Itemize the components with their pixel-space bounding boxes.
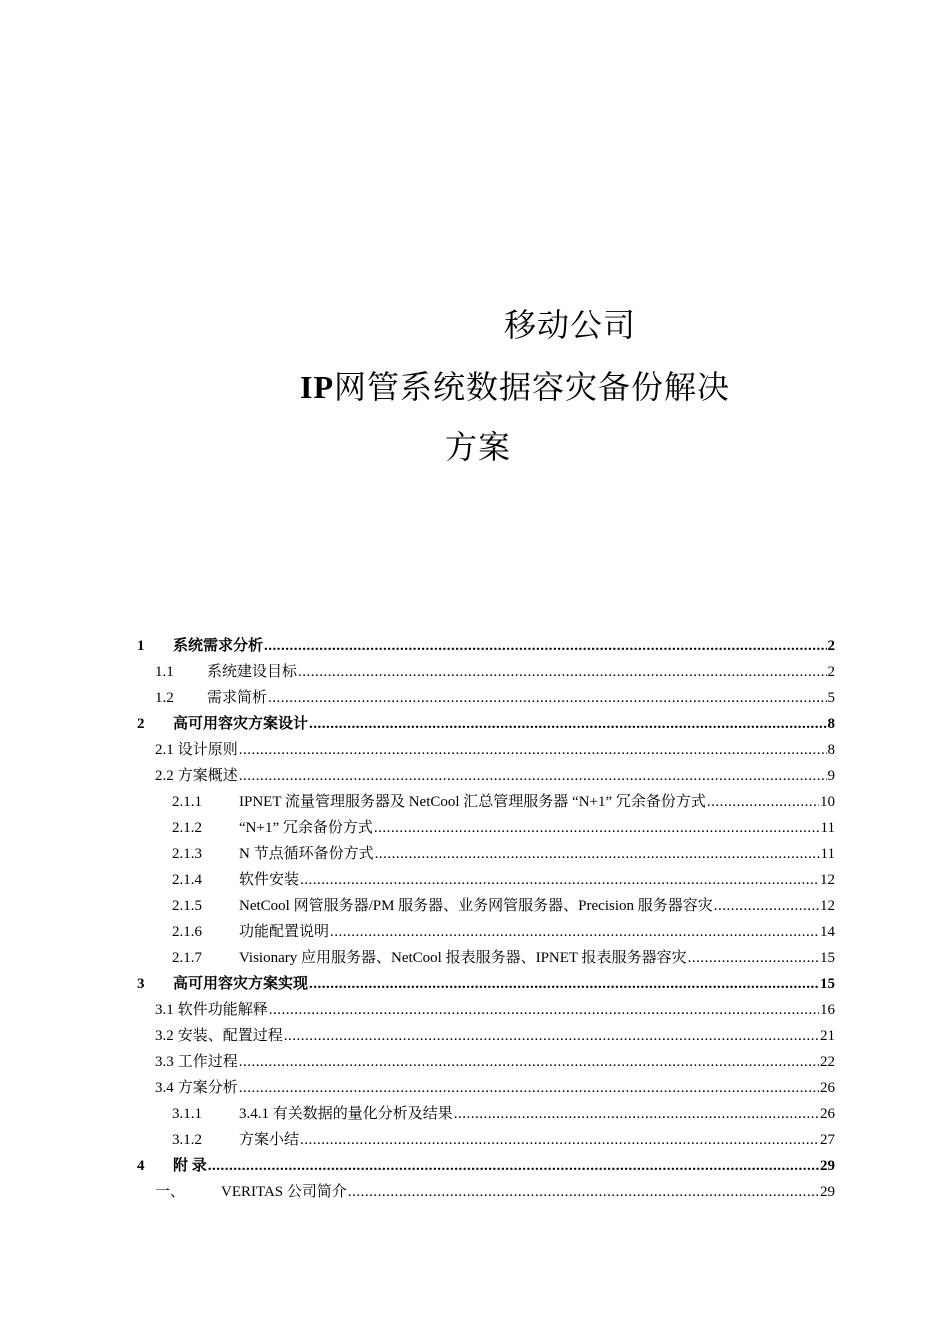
title-line-1: 移动公司 bbox=[503, 306, 636, 344]
toc-entry-label: 高可用容灾方案实现 bbox=[173, 976, 309, 992]
toc-entry-label: 系统需求分析 bbox=[173, 638, 264, 654]
toc-entry-number: 2.1.4 bbox=[172, 872, 202, 888]
toc-entry-page: 11 bbox=[820, 820, 835, 836]
toc-leader-dots bbox=[239, 1054, 819, 1071]
toc-entry-number: 3.4 bbox=[155, 1080, 174, 1096]
toc-leader-dots bbox=[298, 664, 826, 681]
toc-entry-number: 1.2 bbox=[155, 690, 174, 706]
toc-leader-dots bbox=[348, 1184, 819, 1201]
toc-entry[interactable] bbox=[137, 686, 835, 712]
toc-entry[interactable] bbox=[137, 842, 835, 868]
toc-leader-dots bbox=[208, 1158, 819, 1175]
toc-entry-label: 软件安装 bbox=[239, 872, 300, 888]
toc-entry-label: 安装、配置过程 bbox=[177, 1028, 283, 1044]
toc-leader-dots bbox=[239, 1080, 819, 1097]
toc-entry-page: 8 bbox=[827, 742, 835, 758]
toc-entry[interactable] bbox=[137, 764, 835, 790]
toc-entry[interactable] bbox=[137, 816, 835, 842]
toc-entry[interactable] bbox=[137, 1050, 835, 1076]
toc-entry[interactable] bbox=[137, 1128, 835, 1154]
toc-entry-label: VERITAS 公司简介 bbox=[221, 1184, 347, 1200]
toc-entry-page: 29 bbox=[820, 1158, 835, 1174]
toc-entry[interactable] bbox=[137, 998, 835, 1024]
toc-leader-dots bbox=[714, 898, 819, 915]
toc-entry-number: 2.1.1 bbox=[172, 794, 202, 810]
toc-entry-number: 3.2 bbox=[155, 1028, 174, 1044]
toc-entry-label: 系统建设目标 bbox=[207, 664, 298, 680]
toc-entry[interactable] bbox=[137, 920, 835, 946]
toc-entry-page: 2 bbox=[827, 664, 835, 680]
toc-entry[interactable] bbox=[137, 1154, 835, 1180]
toc-entry-label: 方案概述 bbox=[177, 768, 238, 784]
toc-entry-page: 12 bbox=[820, 898, 835, 914]
toc-entry[interactable] bbox=[137, 946, 835, 972]
toc-leader-dots bbox=[374, 820, 820, 837]
toc-entry-label: 高可用容灾方案设计 bbox=[173, 716, 309, 732]
toc-entry-page: 21 bbox=[820, 1028, 835, 1044]
toc-entry-number: 3 bbox=[137, 976, 145, 992]
toc-entry-label: NetCool 网管服务器/PM 服务器、业务网管服务器、Precision 服务器容灾 bbox=[239, 898, 713, 914]
toc-entry-number: 1 bbox=[137, 638, 145, 654]
toc-entry[interactable] bbox=[137, 1102, 835, 1128]
toc-entry-number: 3.3 bbox=[155, 1054, 174, 1070]
toc-entry[interactable] bbox=[137, 712, 835, 738]
toc-entry-label: 工作过程 bbox=[177, 1054, 238, 1070]
toc-entry[interactable] bbox=[137, 1180, 835, 1206]
toc-leader-dots bbox=[375, 846, 820, 863]
toc-entry-number: 4 bbox=[137, 1158, 145, 1174]
toc-entry-page: 15 bbox=[820, 950, 835, 966]
toc-entry[interactable] bbox=[137, 738, 835, 764]
toc-leader-dots bbox=[330, 924, 819, 941]
toc-leader-dots bbox=[300, 1132, 819, 1149]
title-line-2 bbox=[300, 362, 860, 408]
title-line-3: 方案 bbox=[445, 428, 512, 466]
toc-entry-number: 1.1 bbox=[155, 664, 174, 680]
toc-entry-label: 方案小结 bbox=[239, 1132, 300, 1148]
toc-entry-number: 2.1.3 bbox=[172, 846, 202, 862]
toc-entry-label: 3.4.1 有关数据的量化分析及结果 bbox=[239, 1106, 453, 1122]
toc-entry-page: 10 bbox=[820, 794, 835, 810]
toc-entry-number: 3.1.2 bbox=[172, 1132, 202, 1148]
toc-leader-dots bbox=[239, 742, 827, 759]
toc-entry[interactable] bbox=[137, 634, 835, 660]
toc-entry-page: 15 bbox=[820, 976, 835, 992]
toc-leader-dots bbox=[264, 638, 826, 655]
toc-entry-page: 26 bbox=[820, 1080, 835, 1096]
toc-leader-dots bbox=[309, 716, 826, 733]
toc-leader-dots bbox=[269, 1002, 819, 1019]
toc-leader-dots bbox=[688, 950, 819, 967]
toc-leader-dots bbox=[454, 1106, 819, 1123]
toc-leader-dots bbox=[284, 1028, 819, 1045]
toc-entry[interactable] bbox=[137, 1076, 835, 1102]
toc-entry-label: “N+1” 冗余备份方式 bbox=[239, 820, 373, 836]
toc-entry[interactable] bbox=[137, 868, 835, 894]
toc-entry-label: 设计原则 bbox=[177, 742, 238, 758]
toc-entry-number: 2 bbox=[137, 716, 145, 732]
table-of-contents bbox=[137, 634, 835, 1206]
toc-entry-number: 一、 bbox=[155, 1184, 186, 1200]
toc-entry-page: 5 bbox=[827, 690, 835, 706]
toc-entry-label: 需求简析 bbox=[207, 690, 268, 706]
toc-entry-label: N 节点循环备份方式 bbox=[239, 846, 374, 862]
toc-entry-number: 2.1 bbox=[155, 742, 174, 758]
toc-entry-page: 9 bbox=[827, 768, 835, 784]
toc-entry-number: 2.1.7 bbox=[172, 950, 202, 966]
toc-leader-dots bbox=[300, 872, 819, 889]
toc-entry-page: 11 bbox=[820, 846, 835, 862]
toc-entry-label: 附 录 bbox=[173, 1158, 207, 1174]
toc-entry-page: 12 bbox=[820, 872, 835, 888]
toc-entry-number: 3.1.1 bbox=[172, 1106, 202, 1122]
toc-entry-number: 2.1.5 bbox=[172, 898, 202, 914]
toc-entry-page: 27 bbox=[820, 1132, 835, 1148]
toc-entry-number: 3.1 bbox=[155, 1002, 174, 1018]
toc-entry-page: 2 bbox=[827, 638, 835, 654]
toc-entry-number: 2.1.6 bbox=[172, 924, 202, 940]
toc-entry-number: 2.2 bbox=[155, 768, 174, 784]
toc-entry[interactable] bbox=[137, 790, 835, 816]
toc-entry[interactable] bbox=[137, 1024, 835, 1050]
toc-leader-dots bbox=[268, 690, 826, 707]
toc-entry-label: 方案分析 bbox=[177, 1080, 238, 1096]
toc-entry-label: IPNET 流量管理服务器及 NetCool 汇总管理服务器 “N+1” 冗余备份方式 bbox=[239, 794, 706, 810]
toc-entry-page: 8 bbox=[827, 716, 835, 732]
toc-entry-page: 16 bbox=[820, 1002, 835, 1018]
toc-entry[interactable] bbox=[137, 972, 835, 998]
toc-entry-label: 软件功能解释 bbox=[177, 1002, 268, 1018]
toc-entry-page: 26 bbox=[820, 1106, 835, 1122]
toc-entry-page: 29 bbox=[820, 1184, 835, 1200]
toc-leader-dots bbox=[707, 794, 819, 811]
toc-entry[interactable] bbox=[137, 894, 835, 920]
toc-entry-page: 14 bbox=[820, 924, 835, 940]
title-ip-prefix: IP bbox=[300, 369, 334, 405]
title-line-2-rest: 网管系统数据容灾备份解决 bbox=[334, 368, 731, 406]
toc-entry[interactable] bbox=[137, 660, 835, 686]
toc-leader-dots bbox=[239, 768, 827, 785]
toc-entry-label: 功能配置说明 bbox=[239, 924, 330, 940]
toc-leader-dots bbox=[309, 976, 819, 993]
toc-entry-page: 22 bbox=[820, 1054, 835, 1070]
toc-entry-label: Visionary 应用服务器、NetCool 报表服务器、IPNET 报表服务器容灾 bbox=[239, 950, 687, 966]
toc-entry-number: 2.1.2 bbox=[172, 820, 202, 836]
